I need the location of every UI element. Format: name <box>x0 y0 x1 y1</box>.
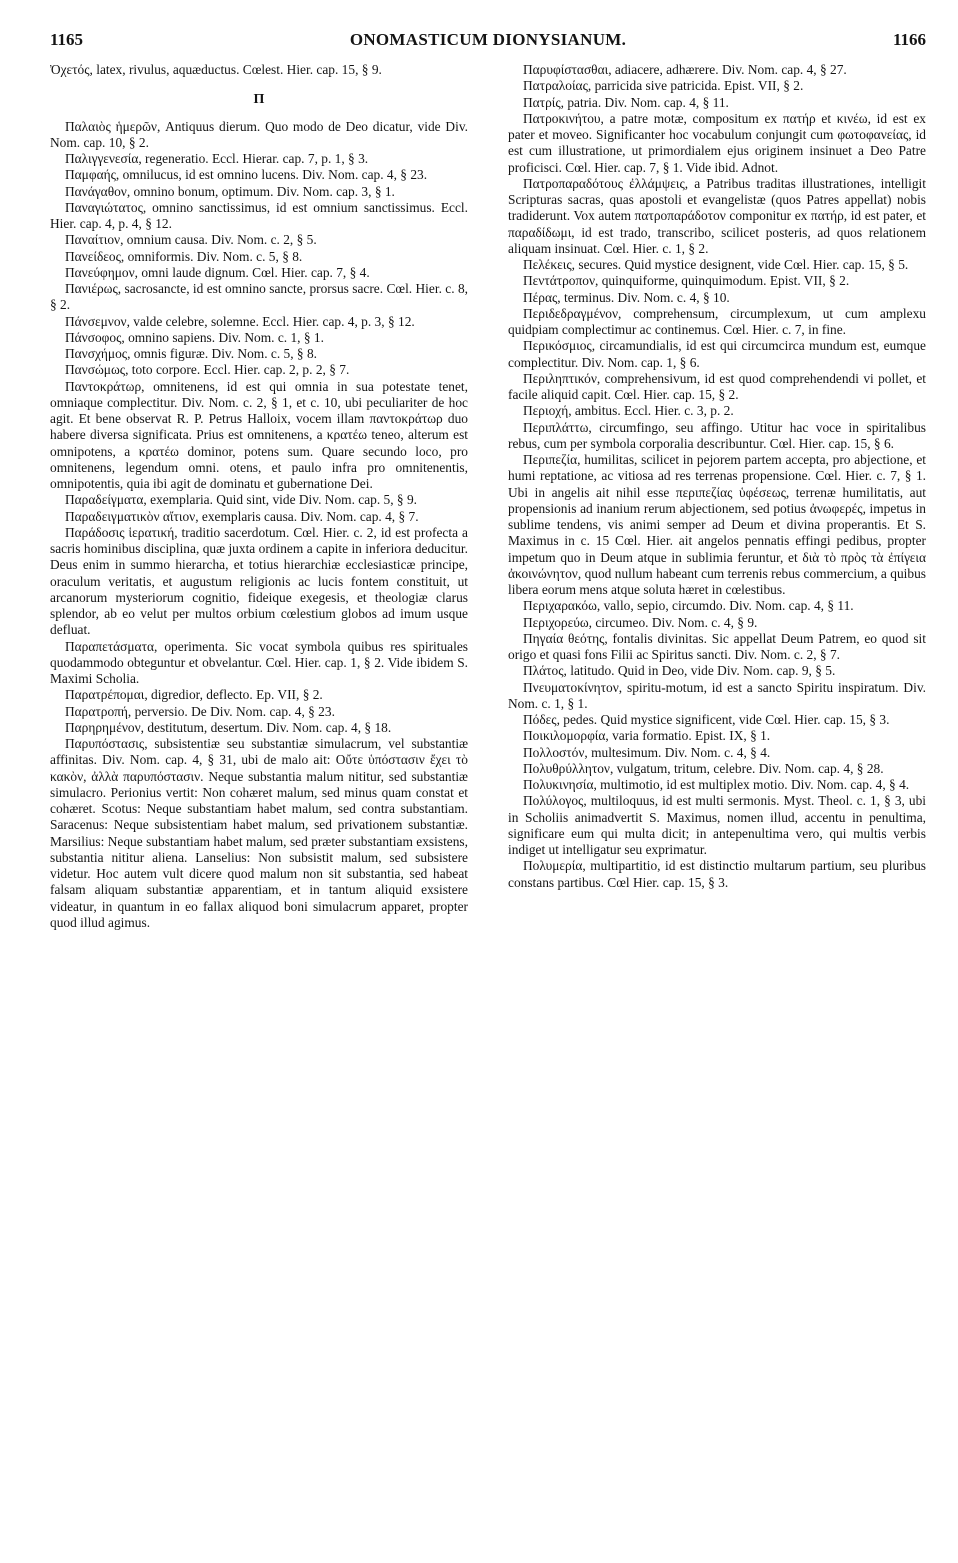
section-letter: Π <box>253 92 265 108</box>
dictionary-entry: Πολυκινησία, multimotio, id est multiplex motio. Div. Nom. cap. 4, § 4. <box>523 777 910 792</box>
dictionary-entry: Πελέκεις, secures. Quid mystice designent, vide Cœl. Hier. cap. 15, § 5. <box>523 257 909 272</box>
dictionary-entry: Πεντάτροπον, quinquiforme, quinquimodum. Epist. VII, § 2. <box>523 273 850 289</box>
dictionary-entry: Πνευματοκίνητον, spiritu-motum, id est a sancto Spiritu inspiratum. Div. Nom. c. 1, § 1. <box>508 679 926 711</box>
dictionary-entry: Πέρας, terminus. Div. Nom. c. 4, § 10. <box>523 289 730 305</box>
right-column <box>508 62 926 891</box>
dictionary-entry: Παρατρέπομαι, digredior, deflecto. Ep. VII, § 2. <box>65 687 323 703</box>
dictionary-entry: Πατροκινήτου, a patre motæ, compositum ex πατήρ et κινέω, id est ex pater et moveo. Significanter hoc vocabulum conjungit cum φωτοφανείας, id est cum illustratione, ut primordialem ejus originem insinuet a Deo Patre proficisci. Cœl. Hier. cap. 7, § 1. Vide ibid. Adnot. <box>508 110 926 175</box>
dictionary-entry: Περιληπτικόν, comprehensivum, id est quod comprehendendi vi pollet, et facile aliquid capit. Cœl. Hier. cap. 15, § 2. <box>508 370 926 402</box>
dictionary-entry: Περιχαρακόω, vallo, sepio, circumdo. Div. Nom. cap. 4, § 11. <box>523 598 854 614</box>
dictionary-entry: Παράδοσις ἱερατική, traditio sacerdotum. Cœl. Hier. c. 2, id est profecta a sacris hominibus disciplina, quæ juxta ordinem a capite in inferiora deducitur. Deus enim in summo hierarcha, et totius hierarchiæ ecclesiasticæ principe, oraculum veritatis, et augustum religionis ac lucis fontem constituit, ut arcanorum mysteriorum cognitio, fideique exegesis, et theologiæ clarus splendor, ab eo velut per multos orbium cœlestium globos ad imum usque defluat. <box>50 524 468 638</box>
dictionary-entry: Περικόσμιος, circamundialis, id est qui circumcirca mundum est, eumque complectitur. Div. Nom. cap. 1, § 6. <box>508 338 926 370</box>
left-column <box>50 62 468 931</box>
dictionary-entry: Παλαιὸς ἡμερῶν, Antiquus dierum. Quo modo de Deo dicatur, vide Div. Nom. cap. 10, § 2. <box>50 118 468 150</box>
dictionary-entry: Πάνσοφος, omnino sapiens. Div. Nom. c. 1, § 1. <box>65 329 324 345</box>
dictionary-entry: Ποικιλομορφία, varia formatio. Epist. IX, § 1. <box>523 728 771 744</box>
page-number-right: 1166 <box>892 30 926 49</box>
dictionary-entry: Περιχορεύω, circumeo. Div. Nom. c. 4, § 9. <box>523 614 758 630</box>
dictionary-entry: Περιδεδραγμένον, comprehensum, circumplexum, ut cum amplexu quidpiam complectimur ac continemus. Cœl. Hier. c. 7, in fine. <box>508 305 926 337</box>
running-title: ONOMASTICUM DIONYSIANUM. <box>349 30 627 49</box>
dictionary-entry: Πολλοστόν, multesimum. Div. Nom. c. 4, § 4. <box>523 744 771 760</box>
dictionary-entry: Παρυπόστασις, subsistentiæ seu substantiæ simulacrum, vel substantiæ affinitas. Div. Nom. cap. 4, § 31, ubi de malo ait: Οὔτε ὑπόστασιν ἔχει τὸ κακὸν, ἀλλὰ παρυπόστασιν. Neque substantia malum nititur, sed substantiæ simulacro. Perionius vertit: Non cohæret malum, sed minus quam constat et cohæret. Scotus: Neque substantiam habet malum, sed contra substantiam. Saracenus: Neque subsistentiam habet malum, sed privationem substantiæ. Marsilius: Neque substantiam habet malum, sed præter substantiam exsistens, substantia nititur aliena. Lanselius: Non subsistit malum, sed subsistere videtur. Hoc autem vult dicere quod malum non sit substantia, sed habeat falsam aliquam substantiæ apparentiam, et in tantum aliquid exsistere videatur, in quantum in eo fallax aliquod boni simulacrum apparet, propter quod illud agimus. <box>50 736 468 930</box>
dictionary-entry: Πολύλογος, multiloquus, id est multi sermonis. Myst. Theol. c. 1, § 3, ubi in Scholiis animadvertit S. Maximus, nomen illud, accentu in penultima, significare eum qui multa dicit; in antepenultima vero, qui multis verbis indiget ut intelligatur seu exprimatur. <box>508 793 926 857</box>
dictionary-entry: Πηγαία θεότης, fontalis divinitas. Sic appellat Deum Patrem, eo quod sit origo et quasi fons Filii ac Spiritus sancti. Div. Nom. c. 2, § 7. <box>508 630 926 662</box>
dictionary-entry: Πατραλοίας, parricida sive patricida. Epist. VII, § 2. <box>523 78 804 94</box>
dictionary-entry: Παραδείγματα, exemplaria. Quid sint, vide Div. Nom. cap. 5, § 9. <box>65 492 418 508</box>
dictionary-entry: Πόδες, pedes. Quid mystice significent, vide Cœl. Hier. cap. 15, § 3. <box>523 712 890 727</box>
dictionary-entry: Πολυθρύλλητον, vulgatum, tritum, celebre. Div. Nom. cap. 4, § 28. <box>523 760 884 776</box>
dictionary-entry: Παραπετάσματα, operimenta. Sic vocat symbola quibus res spirituales quodammodo obteguntur et obvelantur. Cœl. Hier. cap. 1, § 2. Vide ibidem S. Maximi Scholia. <box>50 638 468 686</box>
dictionary-entry: Πλάτος, latitudo. Quid in Deo, vide Div. Nom. cap. 9, § 5. <box>523 663 836 679</box>
dictionary-entry: Πατρίς, patria. Div. Nom. cap. 4, § 11. <box>523 94 729 110</box>
dictionary-entry: Πανείδεος, omniformis. Div. Nom. c. 5, § 8. <box>65 248 303 264</box>
dictionary-entry: Πανσώμως, toto corpore. Eccl. Hier. cap. 2, p. 2, § 7. <box>65 362 350 378</box>
dictionary-entry: Παμφαής, omnilucus, id est omnino lucens. Div. Nom. cap. 4, § 23. <box>65 167 428 183</box>
dictionary-entry: Παναγιώτατος, omnino sanctissimus, id est omnium sanctissimus. Eccl. Hier. cap. 4, p. 4, § 12. <box>50 199 468 231</box>
dictionary-entry: Παλιγγενεσία, regeneratio. Eccl. Hierar. cap. 7, p. 1, § 3. <box>65 151 369 166</box>
dictionary-entry: Πανεύφημον, omni laude dignum. Cœl. Hier. cap. 7, § 4. <box>65 264 370 280</box>
dictionary-entry: Παρηρημένον, destitutum, desertum. Div. Nom. cap. 4, § 18. <box>65 719 392 735</box>
page-number-left: 1165 <box>50 30 84 49</box>
lead-entry: Ὀχετός, latex, rivulus, aquæductus. Cœlest. Hier. cap. 15, § 9. <box>50 62 382 77</box>
dictionary-entry: Πατροπαραδότους ἐλλάμψεις, a Patribus traditas illustrationes, intelligit Scripturas sacras, quas apostoli et evangelistæ (quos Patres appellat) nobis tradiderunt. Vox autem πατροπαράδοτον componitur ex πατήρ, id est pater, et παραδίδωμι, id est trado, transcribo, scilicet posteris, ad quos relationem aliquam insinuat. Cœl. Hier. c. 1, § 2. <box>508 175 926 256</box>
dictionary-entry: Πανσχήμος, omnis figuræ. Div. Nom. c. 5, § 8. <box>65 346 318 361</box>
dictionary-entry: Πανιέρως, sacrosancte, id est omnino sancte, prorsus sacre. Cœl. Hier. c. 8, § 2. <box>50 281 468 313</box>
dictionary-entry: Περιπλάττω, circumfingo, seu affingo. Utitur hac voce in spiritalibus rebus, cum per symbola corporalia describuntur. Cœl. Hier. cap. 15, § 6. <box>508 419 926 451</box>
dictionary-entry: Παναίτιον, omnium causa. Div. Nom. c. 2, § 5. <box>65 232 317 248</box>
dictionary-entry: Περιοχή, ambitus. Eccl. Hier. c. 3, p. 2. <box>523 403 734 419</box>
dictionary-entry: Πάνσεμνον, valde celebre, solemne. Eccl. Hier. cap. 4, p. 3, § 12. <box>65 313 415 329</box>
page-header <box>50 30 926 56</box>
dictionary-entry: Παραδειγματικὸν αἴτιον, exemplaris causa. Div. Nom. cap. 4, § 7. <box>65 508 419 524</box>
dictionary-entry: Πολυμερία, multipartitio, id est distinctio multarum partium, seu pluribus constans partibus. Cœl Hier. cap. 15, § 3. <box>508 858 926 890</box>
dictionary-entry: Παρυφίστασθαι, adiacere, adhærere. Div. Nom. cap. 4, § 27. <box>523 62 847 77</box>
dictionary-entry: Παντοκράτωρ, omnitenens, id est qui omnia in sua potestate tenet, omniaque complectitur. Div. Nom. c. 2, § 1, et c. 10, ubi peculiariter de hoc agit. Et bene observat R. P. Petrus Halloix, vocem illam παντοκράτωρ duo habere diversa significata. Prius est omnitenens, a κρατέω teneo, alterum est omnipotens, a κρατέω dominor, potens sum. Quare secundo loco, pro omnitenens, legendum omni. otens, et paulo infra pro omnitenentis, omnipotentis, quia ibi agit de dominatu et gubernatione Dei. <box>50 378 468 491</box>
dictionary-entry: Παρατροπή, perversio. De Div. Nom. cap. 4, § 23. <box>65 703 335 719</box>
dictionary-entry: Περιπεζία, humilitas, scilicet in pejorem partem accepta, pro abjectione, et humi reptatione, ac vitiosa ad res terrenas propensione. Cœl. Hier. c. 7, § 1. Ubi in angelis ait nihil esse περιπεζίας ὑφέσεως, terrenæ humilitatis, aut propensionis ad inanium rerum abjectionem, sed potius ἀνωφερές, impetus in sublime tendens, vis animi semper ad Deum et divina properantis. Et S. Maximus in c. 15 Cœl. Hier. ait angelos pennatis effingi pedibus, propter impetum quo in Deum atque in sublimia feruntur, et διὰ τὸ πρὸς τὰ ἐπίγεια ἀκοινώνητον, quod nullum habeant cum terrenis rebus commercium, a quibus libera eorum mens atque soluta hæret in cœlestibus. <box>508 452 926 597</box>
dictionary-entry: Πανάγαθον, omnino bonum, optimum. Div. Nom. cap. 3, § 1. <box>65 183 395 199</box>
